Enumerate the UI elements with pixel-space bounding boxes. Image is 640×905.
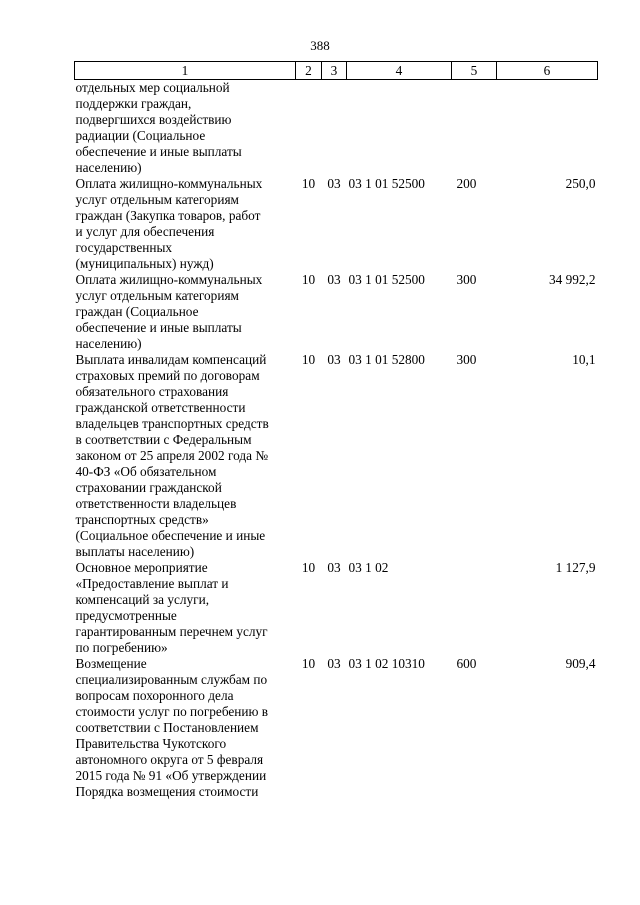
expense-type-code: 200 bbox=[456, 176, 477, 191]
section-code: 10 bbox=[301, 176, 316, 191]
row-name-line: 40-ФЗ «Об обязательном bbox=[75, 464, 217, 479]
row-name-line: страховых премий по договорам bbox=[75, 368, 260, 383]
amount bbox=[497, 80, 598, 177]
row-name-line: по погребению» bbox=[75, 640, 168, 655]
row-name-line: (муниципальных) нужд) bbox=[75, 256, 214, 271]
row-name-line: законом от 25 апреля 2002 года № bbox=[75, 448, 269, 463]
subsection-code: 03 bbox=[327, 272, 341, 287]
row-name-line: стоимости услуг по погребению в bbox=[75, 704, 269, 719]
row-name bbox=[75, 656, 296, 800]
row-name-line: ответственности владельцев bbox=[75, 496, 237, 511]
row-name-line: граждан (Социальное bbox=[75, 304, 199, 319]
row-name-line: гарантированным перечнем услуг bbox=[75, 624, 268, 639]
table-body bbox=[75, 80, 598, 801]
table-row bbox=[75, 352, 598, 560]
row-name-line: Оплата жилищно-коммунальных bbox=[75, 176, 263, 191]
row-name-line: Порядка возмещения стоимости bbox=[75, 784, 259, 799]
header-col-3: 3 bbox=[322, 62, 347, 80]
expense-type-code: 300 bbox=[456, 272, 477, 287]
amount: 1 127,9 bbox=[555, 560, 596, 575]
row-name-line: Основное мероприятие bbox=[75, 560, 208, 575]
table-row bbox=[75, 656, 598, 800]
row-name-line: обеспечение и иные выплаты bbox=[75, 144, 242, 159]
header-col-1: 1 bbox=[75, 62, 296, 80]
row-name-line: «Предоставление выплат и bbox=[75, 576, 229, 591]
amount: 909,4 bbox=[565, 656, 596, 671]
target-article-code: 03 1 01 52500 bbox=[348, 272, 425, 287]
row-name-line: подвергшихся воздействию bbox=[75, 112, 232, 127]
row-name-line: обязательного страхования bbox=[75, 384, 229, 399]
subsection-code bbox=[322, 80, 347, 177]
row-name-line: Возмещение bbox=[75, 656, 147, 671]
table-row bbox=[75, 560, 598, 656]
row-name-line: 2015 года № 91 «Об утверждении bbox=[75, 768, 267, 783]
row-name bbox=[75, 80, 296, 177]
row-name-line: в соответствии с Федеральным bbox=[75, 432, 252, 447]
row-name-line: населению) bbox=[75, 160, 142, 175]
row-name-line: Выплата инвалидам компенсаций bbox=[75, 352, 267, 367]
row-name-line: и услуг для обеспечения bbox=[75, 224, 215, 239]
budget-table bbox=[74, 61, 598, 800]
expense-type-code bbox=[452, 560, 497, 656]
row-name bbox=[75, 272, 296, 352]
target-article-code: 03 1 01 52500 bbox=[348, 176, 425, 191]
row-name-line: услуг отдельным категориям bbox=[75, 288, 239, 303]
row-name-line: автономного округа от 5 февраля bbox=[75, 752, 264, 767]
table-row bbox=[75, 272, 598, 352]
row-name-line: Правительства Чукотского bbox=[75, 736, 227, 751]
row-name-line: услуг отдельным категориям bbox=[75, 192, 239, 207]
row-name-line: поддержки граждан, bbox=[75, 96, 192, 111]
subsection-code: 03 bbox=[327, 560, 341, 575]
section-code: 10 bbox=[301, 560, 316, 575]
amount: 34 992,2 bbox=[548, 272, 596, 287]
row-name-line: радиации (Социальное bbox=[75, 128, 206, 143]
subsection-code: 03 bbox=[327, 352, 341, 367]
row-name-line: выплаты населению) bbox=[75, 544, 195, 559]
row-name-line: (Социальное обеспечение и иные bbox=[75, 528, 266, 543]
table-row bbox=[75, 80, 598, 177]
row-name-line: граждан (Закупка товаров, работ bbox=[75, 208, 261, 223]
row-name-line: страховании гражданской bbox=[75, 480, 222, 495]
section-code: 10 bbox=[301, 656, 316, 671]
amount: 250,0 bbox=[565, 176, 596, 191]
header-col-5: 5 bbox=[452, 62, 497, 80]
header-col-6: 6 bbox=[497, 62, 598, 80]
row-name-line: вопросам похоронного дела bbox=[75, 688, 234, 703]
row-name-line: специализированным службам по bbox=[75, 672, 268, 687]
row-name bbox=[75, 560, 296, 656]
page-number: 388 bbox=[310, 38, 330, 53]
expense-type-code bbox=[452, 80, 497, 177]
row-name-line: транспортных средств» bbox=[75, 512, 209, 527]
header-col-2: 2 bbox=[296, 62, 322, 80]
subsection-code: 03 bbox=[327, 656, 341, 671]
row-name-line: отдельных мер социальной bbox=[75, 80, 230, 95]
header-row bbox=[75, 62, 598, 80]
expense-type-code: 600 bbox=[456, 656, 477, 671]
row-name-line: Оплата жилищно-коммунальных bbox=[75, 272, 263, 287]
row-name-line: обеспечение и иные выплаты bbox=[75, 320, 242, 335]
row-name-line: государственных bbox=[75, 240, 173, 255]
expense-type-code: 300 bbox=[456, 352, 477, 367]
row-name-line: предусмотренные bbox=[75, 608, 177, 623]
row-name bbox=[75, 176, 296, 272]
row-name bbox=[75, 352, 296, 560]
row-name-line: гражданской ответственности bbox=[75, 400, 246, 415]
row-name-line: владельцев транспортных средств bbox=[75, 416, 269, 431]
section-code bbox=[296, 80, 322, 177]
amount: 10,1 bbox=[572, 352, 596, 367]
section-code: 10 bbox=[301, 352, 316, 367]
target-article-code: 03 1 02 bbox=[348, 560, 389, 575]
target-article-code bbox=[347, 80, 452, 177]
header-col-4: 4 bbox=[347, 62, 452, 80]
table-row bbox=[75, 176, 598, 272]
target-article-code: 03 1 02 10310 bbox=[348, 656, 425, 671]
row-name-line: компенсаций за услуги, bbox=[75, 592, 210, 607]
row-name-line: населению) bbox=[75, 336, 142, 351]
section-code: 10 bbox=[301, 272, 316, 287]
subsection-code: 03 bbox=[327, 176, 341, 191]
row-name-line: соответствии с Постановлением bbox=[75, 720, 259, 735]
target-article-code: 03 1 01 52800 bbox=[348, 352, 425, 367]
